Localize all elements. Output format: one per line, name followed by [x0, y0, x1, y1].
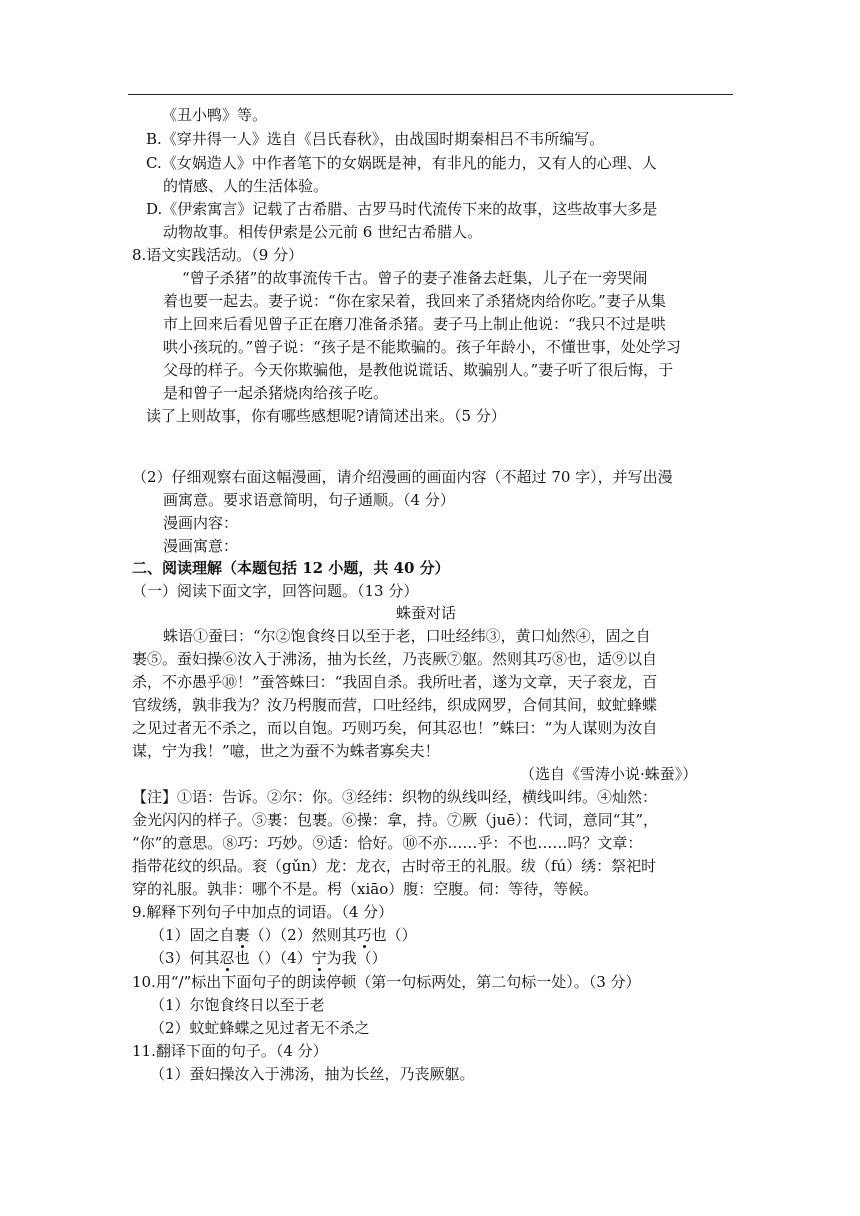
story-line: 着也要一起去。妻子说：“你在家呆着，我回来了杀猪烧肉给你吃。”妻子从集	[163, 292, 666, 310]
text-line: D.《伊索寓言》记载了古希腊、古罗马时代流传下来的故事，这些故事大多是	[146, 200, 658, 218]
q9-text: 也（）（4）	[234, 949, 312, 967]
q9-text: （3）何其	[150, 949, 220, 967]
question-8-2-cont: 画寓意。要求语意简明，句子通顺。（4 分）	[163, 491, 455, 509]
passage-source: （选自《雪涛小说·蛛蚕》）	[520, 765, 698, 783]
dotted-word: 巧	[356, 926, 372, 944]
q9-text: 也（）	[371, 926, 417, 944]
story-line: 哄小孩玩的。”曾子说：“孩子是不能欺骗的。孩子年龄小，不懂世事，处处学习	[163, 338, 681, 356]
text-line: B.《穿井得一人》选自《吕氏春秋》，由战国时期秦相吕不韦所编写。	[146, 130, 605, 148]
passage-line: 蛛语①蚕曰：“尔②饱食终日以至于老，口吐经纬③，黄口灿然④，固之自	[163, 627, 651, 645]
q9-text: （）（2）然则其	[249, 926, 357, 944]
text-line: 的情感、人的生活体验。	[163, 177, 329, 195]
q9-text: （1）固之自	[150, 926, 235, 944]
question-11-heading: 11.翻译下面的句子。（4 分）	[132, 1042, 328, 1060]
passage-line: 杀，不亦愚乎⑩！”蚕答蛛曰：“我固自杀。我所吐者，遂为文章，天子衮龙，百	[132, 673, 658, 691]
question-10-heading: 10.用“/”标出下面句子的朗读停顿（第一句标两处，第二句标一处）。（3 分）	[132, 973, 641, 991]
question-10-item: （1）尔饱食终日以至于老	[150, 996, 325, 1014]
question-9-row-1	[150, 924, 417, 946]
story-line: 是和曾子一起杀猪烧肉给孩子吃。	[163, 384, 389, 402]
question-8-heading: 8.语文实践活动。（9 分）	[132, 246, 304, 264]
cartoon-meaning-label: 漫画寓意：	[163, 537, 239, 555]
text-line: 动物故事。相传伊索是公元前 6 世纪古希腊人。	[163, 223, 483, 241]
passage-line: 之见过者无不杀之，而以自饱。巧则巧矣，何其忍也！”蛛曰：“为人谋则为汝自	[132, 719, 658, 737]
q9-text: 为我（）	[326, 949, 387, 967]
dotted-word: 裹	[234, 926, 250, 944]
note-line: 金光闪闪的样子。⑤裹：包裹。⑥操：拿，持。⑦厥（juē）：代词，意同“其”，	[132, 811, 659, 829]
note-line: “你”的意思。⑧巧：巧妙。⑨适：恰好。⑩不亦……乎：不也……吗？文章：	[132, 834, 643, 852]
story-line: 父母的样子。今天你欺骗他，是教他说谎话、欺骗别人。”妻子听了很后悔，于	[163, 361, 674, 379]
dotted-word: 忍	[219, 949, 235, 967]
question-10-item: （2）蚊虻蜂蝶之见过者无不杀之	[150, 1019, 370, 1037]
question-9-heading: 9.解释下列句子中加点的词语。（4 分）	[132, 903, 394, 921]
note-line: 指带花纹的织品。衮（gǔn）龙：龙衣，古时帝王的礼服。绂（fú）绣：祭祀时	[132, 857, 657, 875]
cartoon-content-label: 漫画内容：	[163, 514, 239, 532]
subsection-heading: （一）阅读下面文字，回答问题。（13 分）	[132, 582, 419, 600]
text-line: C.《女娲造人》中作者笔下的女娲既是神，有非凡的能力，又有人的心理、人	[146, 154, 657, 172]
note-line: 穿的礼服。孰非：哪个不是。枵（xiāo）腹：空腹。伺：等待，等候。	[132, 880, 599, 898]
passage-line: 裹⑤。蚕妇操⑥汝入于沸汤，抽为长丝，乃丧厥⑦躯。然则其巧⑧也，适⑨以自	[132, 650, 658, 668]
text-line: 《丑小鸭》等。	[162, 106, 268, 124]
question-11-item: （1）蚕妇操汝入于沸汤，抽为长丝，乃丧厥躯。	[150, 1065, 475, 1083]
section-heading: 二、阅读理解（本题包括 12 小题，共 40 分）	[132, 559, 450, 577]
story-line: “曾子杀猪”的故事流传千古。曾子的妻子准备去赶集，儿子在一旁哭闹	[182, 269, 648, 287]
story-line: 市上回来后看见曾子正在磨刀准备杀猪。妻子马上制止他说：“我只不过是哄	[163, 315, 666, 333]
passage-title: 蛛蚕对话	[396, 604, 457, 622]
question-9-row-2	[150, 947, 387, 969]
passage-line: 官绂绣，孰非我为？汝乃枵腹而营，口吐经纬，织成网罗，合伺其间，蚊虻蜂蝶	[132, 696, 658, 714]
header-rule	[128, 94, 733, 95]
question-8-2: （2）仔细观察右面这幅漫画，请介绍漫画的画面内容（不超过 70 字），并写出漫	[132, 468, 673, 486]
question-8-prompt: 读了上则故事，你有哪些感想呢?请简述出来。（5 分）	[146, 407, 506, 425]
dotted-word: 宁	[311, 949, 327, 967]
passage-line: 谋，宁为我！”噫，世之为蚕不为蛛者寡矣夫！	[132, 742, 440, 760]
note-line: 【注】①语：告诉。②尔：你。③经纬：织物的纵线叫经，横线叫纬。④灿然：	[132, 788, 658, 806]
